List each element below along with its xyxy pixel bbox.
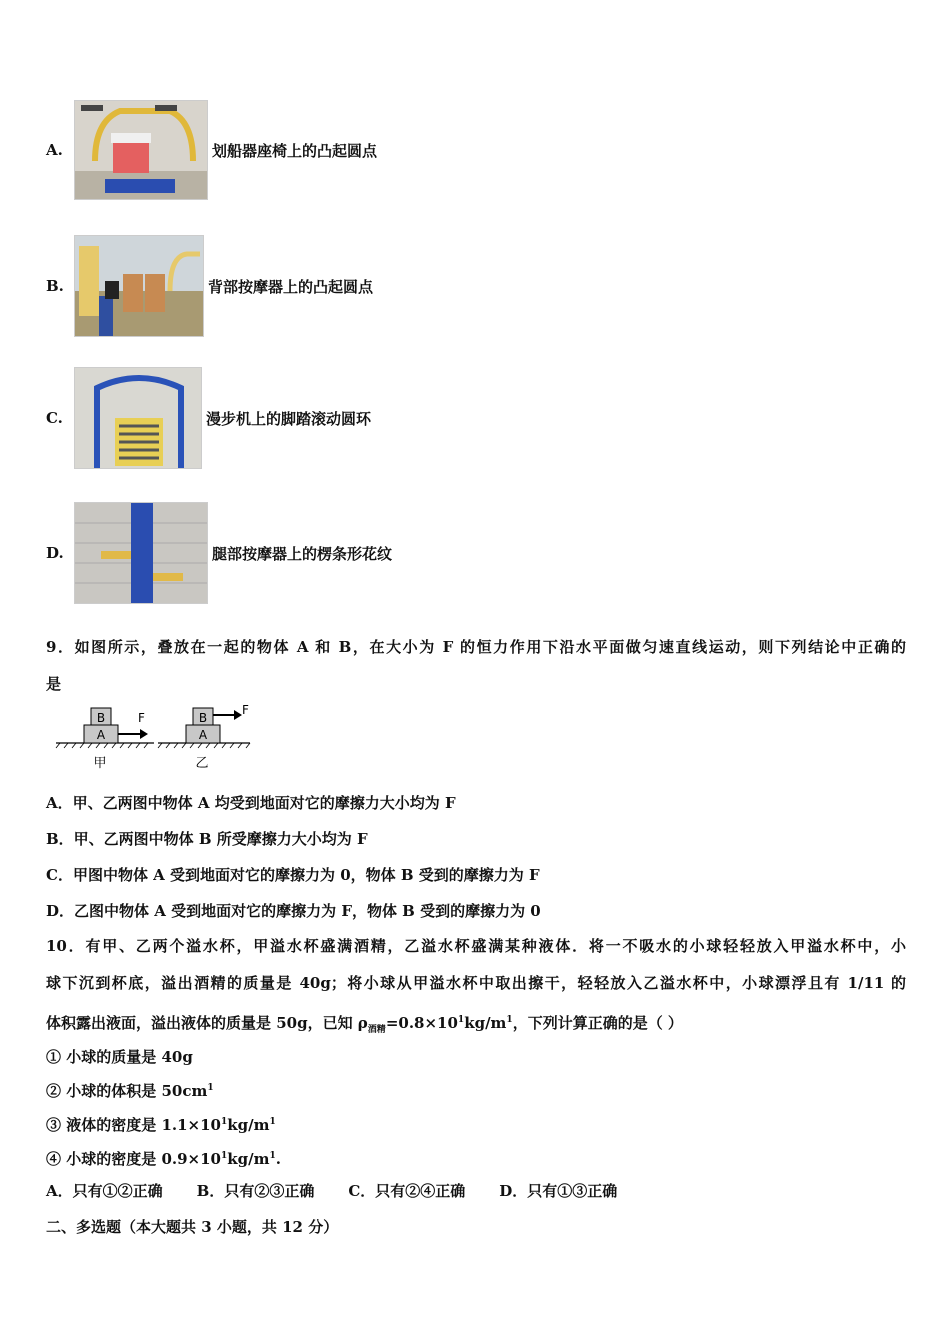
question-9-line2: 是	[46, 675, 62, 693]
question-9-stem	[46, 629, 906, 703]
rowing-machine-seat-photo	[74, 100, 208, 200]
question-9-figure	[54, 700, 264, 775]
force-label: F	[242, 703, 249, 717]
block-b-label: B	[198, 711, 208, 725]
question-9-line1: 9．如图所示，叠放在一起的物体 A 和 B，在大小为 F 的恒力作用下沿水平面做匀速直线运动，则下列结论中正确的	[46, 638, 906, 656]
option-a	[46, 100, 377, 200]
statement-2: ② 小球的体积是 $50cm^1$	[46, 1082, 214, 1100]
option-c	[46, 367, 371, 469]
caption-yi: 乙	[195, 756, 209, 771]
answer-b: B．只有②③正确	[196, 1182, 315, 1200]
option-text: 漫步机上的脚踏滚动圆环	[206, 409, 372, 428]
back-massager-photo	[74, 235, 204, 337]
walking-machine-photo	[74, 367, 202, 469]
option-letter: A.	[46, 141, 63, 159]
block-b-label: B	[96, 711, 106, 725]
question-10-line2: 球下沉到杯底，溢出酒精的质量是 40g；将小球从甲溢水杯中取出擦干，轻轻放入乙溢水杯中，小球漂浮且有 1/11 的	[46, 974, 906, 992]
caption-jia: 甲	[93, 756, 107, 771]
figure-jia	[56, 708, 154, 771]
statement-3: ③ 液体的密度是 $1.1\times 10^1kg/m^1$	[46, 1116, 276, 1134]
option-letter: D.	[46, 544, 64, 562]
block-a-label: A	[96, 728, 106, 742]
answer-c: C．只有②④正确	[348, 1182, 466, 1200]
option-d	[46, 502, 392, 604]
leg-massager-photo	[74, 502, 208, 604]
block-a-label: A	[198, 728, 208, 742]
question-9-option-c: C．甲图中物体 A 受到地面对它的摩擦力为 0，物体 B 受到的摩擦力为 F	[46, 866, 540, 884]
question-9-option-d: D．乙图中物体 A 受到地面对它的摩擦力为 F，物体 B 受到的摩擦力为 0	[46, 902, 541, 920]
statement-4: ④ 小球的密度是 $0.9\times 10^1kg/m^1$.	[46, 1150, 281, 1168]
option-b	[46, 235, 373, 337]
option-letter: B.	[46, 277, 64, 295]
answer-d: D．只有①③正确	[499, 1182, 618, 1200]
question-10-line1: 10．有甲、乙两个溢水杯，甲溢水杯盛满酒精，乙溢水杯盛满某种液体．将一不吸水的小球轻轻放入甲溢水杯中，小	[46, 937, 906, 955]
option-text: 划船器座椅上的凸起圆点	[212, 141, 378, 160]
force-label: F	[138, 711, 145, 725]
question-10-line3: 体积露出液面，溢出液体的质量是 50g，已知 $\rho_{酒精}=0.8\times 10^1kg/m^1$，下列计算正确的是（ ）	[46, 1014, 683, 1035]
answer-a: A．只有①②正确	[46, 1182, 163, 1200]
option-letter: C.	[46, 409, 63, 427]
option-text: 背部按摩器上的凸起圆点	[208, 277, 374, 296]
question-9-option-b: B．甲、乙两图中物体 B 所受摩擦力大小均为 F	[46, 830, 368, 848]
option-text: 腿部按摩器上的楞条形花纹	[212, 544, 393, 563]
question-9-option-a: A．甲、乙两图中物体 A 均受到地面对它的摩擦力大小均为 F	[46, 794, 456, 812]
section-heading: 二、多选题（本大题共 3 小题，共 12 分）	[46, 1218, 339, 1236]
question-10-answers	[46, 1180, 651, 1201]
statement-1: ① 小球的质量是 40g	[46, 1048, 193, 1066]
figure-yi	[158, 703, 250, 771]
question-10-stem	[46, 928, 906, 1049]
